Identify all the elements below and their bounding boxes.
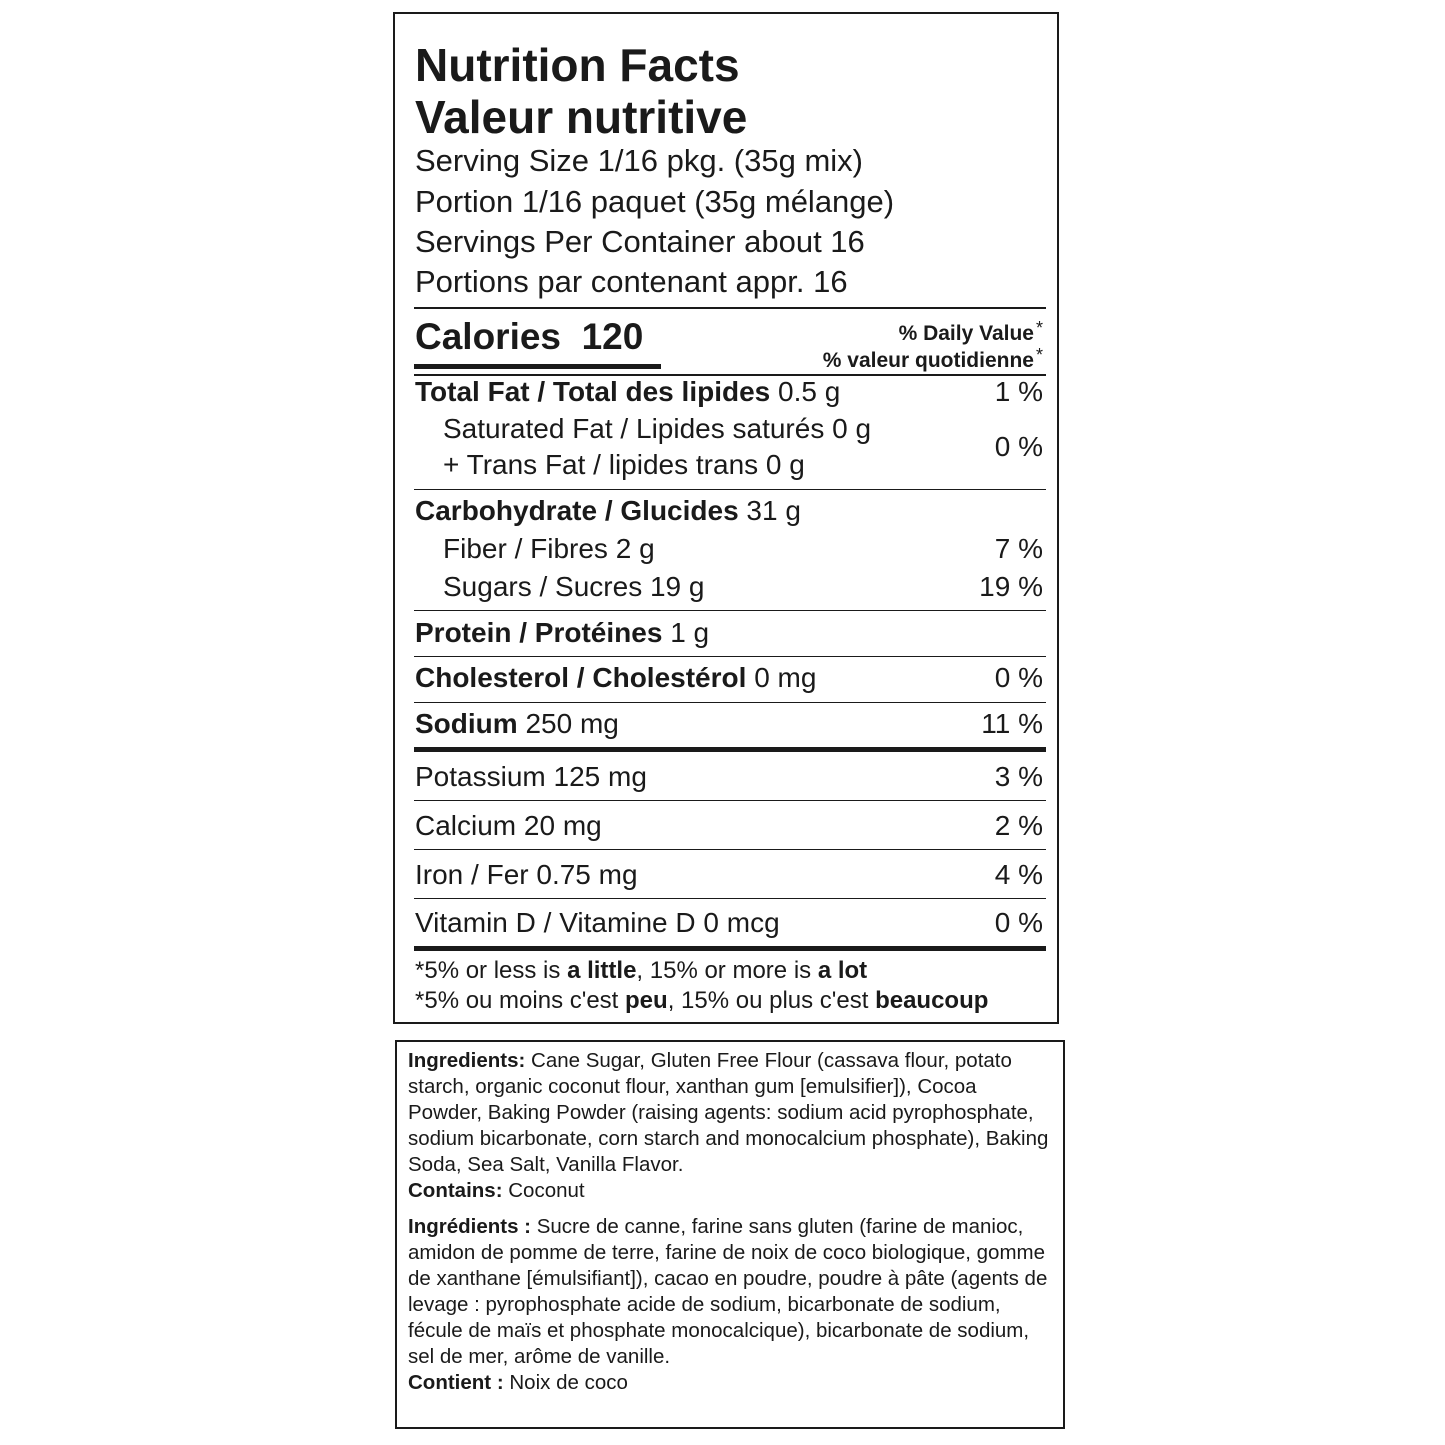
- sugars-row: Sugars / Sucres 19 g: [443, 571, 705, 602]
- total-fat-dv: 1 %: [994, 376, 1043, 407]
- iron-row: Iron / Fer 0.75 mg: [415, 859, 638, 890]
- calories-underline: [414, 364, 661, 369]
- sat-trans-dv: 0 %: [994, 431, 1043, 462]
- divider: [414, 898, 1046, 899]
- contains-fr: Contient : Noix de coco: [408, 1371, 628, 1394]
- nutrition-facts-panel: [393, 12, 1059, 1024]
- carbohydrate-row: Carbohydrate / Glucides 31 g: [415, 495, 801, 526]
- calories-value: 120: [581, 316, 644, 357]
- sodium-dv: 11 %: [981, 708, 1043, 739]
- cholesterol-row: Cholesterol / Cholestérol 0 mg: [415, 662, 817, 693]
- divider: [414, 800, 1046, 801]
- potassium-row: Potassium 125 mg: [415, 761, 647, 792]
- title-french: Valeur nutritive: [415, 91, 748, 143]
- sugars-dv: 19 %: [979, 571, 1043, 602]
- ingredients-list-fr: Ingrédients : Sucre de canne, farine sans gluten (farine de manioc, amidon de pomme de terre, farine de noix de coco biologique, gomme de xanthane [émulsifiant]), cacao en poudre, poudre à pâte (agents de levage : pyrophosphate acide de sodium, bicarbonate de sodium, fécule de maïs et phosphate monocalcique), bicarbonate de sodium, sel de mer, arôme de vanille.: [408, 1215, 1048, 1368]
- ingredients-panel: [395, 1040, 1065, 1429]
- ingredients-french: [408, 1214, 1053, 1396]
- cholesterol-dv: 0 %: [994, 662, 1043, 693]
- total-fat-row: Total Fat / Total des lipides 0.5 g: [415, 376, 841, 407]
- ingredients-list-en: Ingredients: Cane Sugar, Gluten Free Flour (cassava flour, potato starch, organic coconut flour, xanthan gum [emulsifier]), Cocoa Powder, Baking Powder (raising agents: sodium acid pyrophosphate, sodium bicarbonate, corn starch and monocalcium phosphate), Baking Soda, Sea Salt, Vanilla Flavor.: [408, 1049, 1049, 1176]
- title-english: Nutrition Facts: [415, 39, 740, 91]
- vitamin-d-dv: 0 %: [994, 907, 1043, 938]
- thick-divider: [414, 747, 1046, 752]
- calcium-row: Calcium 20 mg: [415, 810, 602, 841]
- portions-par-contenant: Portions par contenant appr. 16: [415, 264, 848, 299]
- calcium-dv: 2 %: [994, 810, 1043, 841]
- vitamin-d-row: Vitamin D / Vitamine D 0 mcg: [415, 907, 780, 938]
- trans-fat-row: + Trans Fat / lipides trans 0 g: [443, 449, 805, 480]
- divider: [414, 610, 1046, 611]
- fiber-dv: 7 %: [994, 533, 1043, 564]
- divider: [414, 702, 1046, 703]
- footnote-french: *5% ou moins c'est peu, 15% ou plus c'est beaucoup: [415, 987, 989, 1014]
- daily-value-header-en: % Daily Value *: [898, 318, 1043, 345]
- fiber-row: Fiber / Fibres 2 g: [443, 533, 655, 564]
- portion: Portion 1/16 paquet (35g mélange): [415, 184, 895, 219]
- calories: [415, 317, 643, 357]
- protein-row: Protein / Protéines 1 g: [415, 617, 710, 648]
- contains-en: Contains: Coconut: [408, 1179, 585, 1202]
- thick-divider: [414, 946, 1046, 951]
- ingredients-english: [408, 1048, 1053, 1204]
- divider: [414, 849, 1046, 850]
- serving-size: Serving Size 1/16 pkg. (35g mix): [415, 143, 863, 178]
- potassium-dv: 3 %: [994, 761, 1043, 792]
- daily-value-header-fr: % valeur quotidienne *: [822, 345, 1043, 372]
- calories-label: Calories: [415, 316, 562, 357]
- servings-per-container: Servings Per Container about 16: [415, 224, 865, 259]
- divider: [414, 656, 1046, 657]
- footnote-english: *5% or less is a little, 15% or more is a lot: [415, 957, 868, 984]
- saturated-fat-row: Saturated Fat / Lipides saturés 0 g: [443, 413, 872, 444]
- iron-dv: 4 %: [994, 859, 1043, 890]
- divider: [414, 307, 1046, 309]
- sodium-row: Sodium 250 mg: [415, 708, 619, 739]
- divider: [414, 489, 1046, 490]
